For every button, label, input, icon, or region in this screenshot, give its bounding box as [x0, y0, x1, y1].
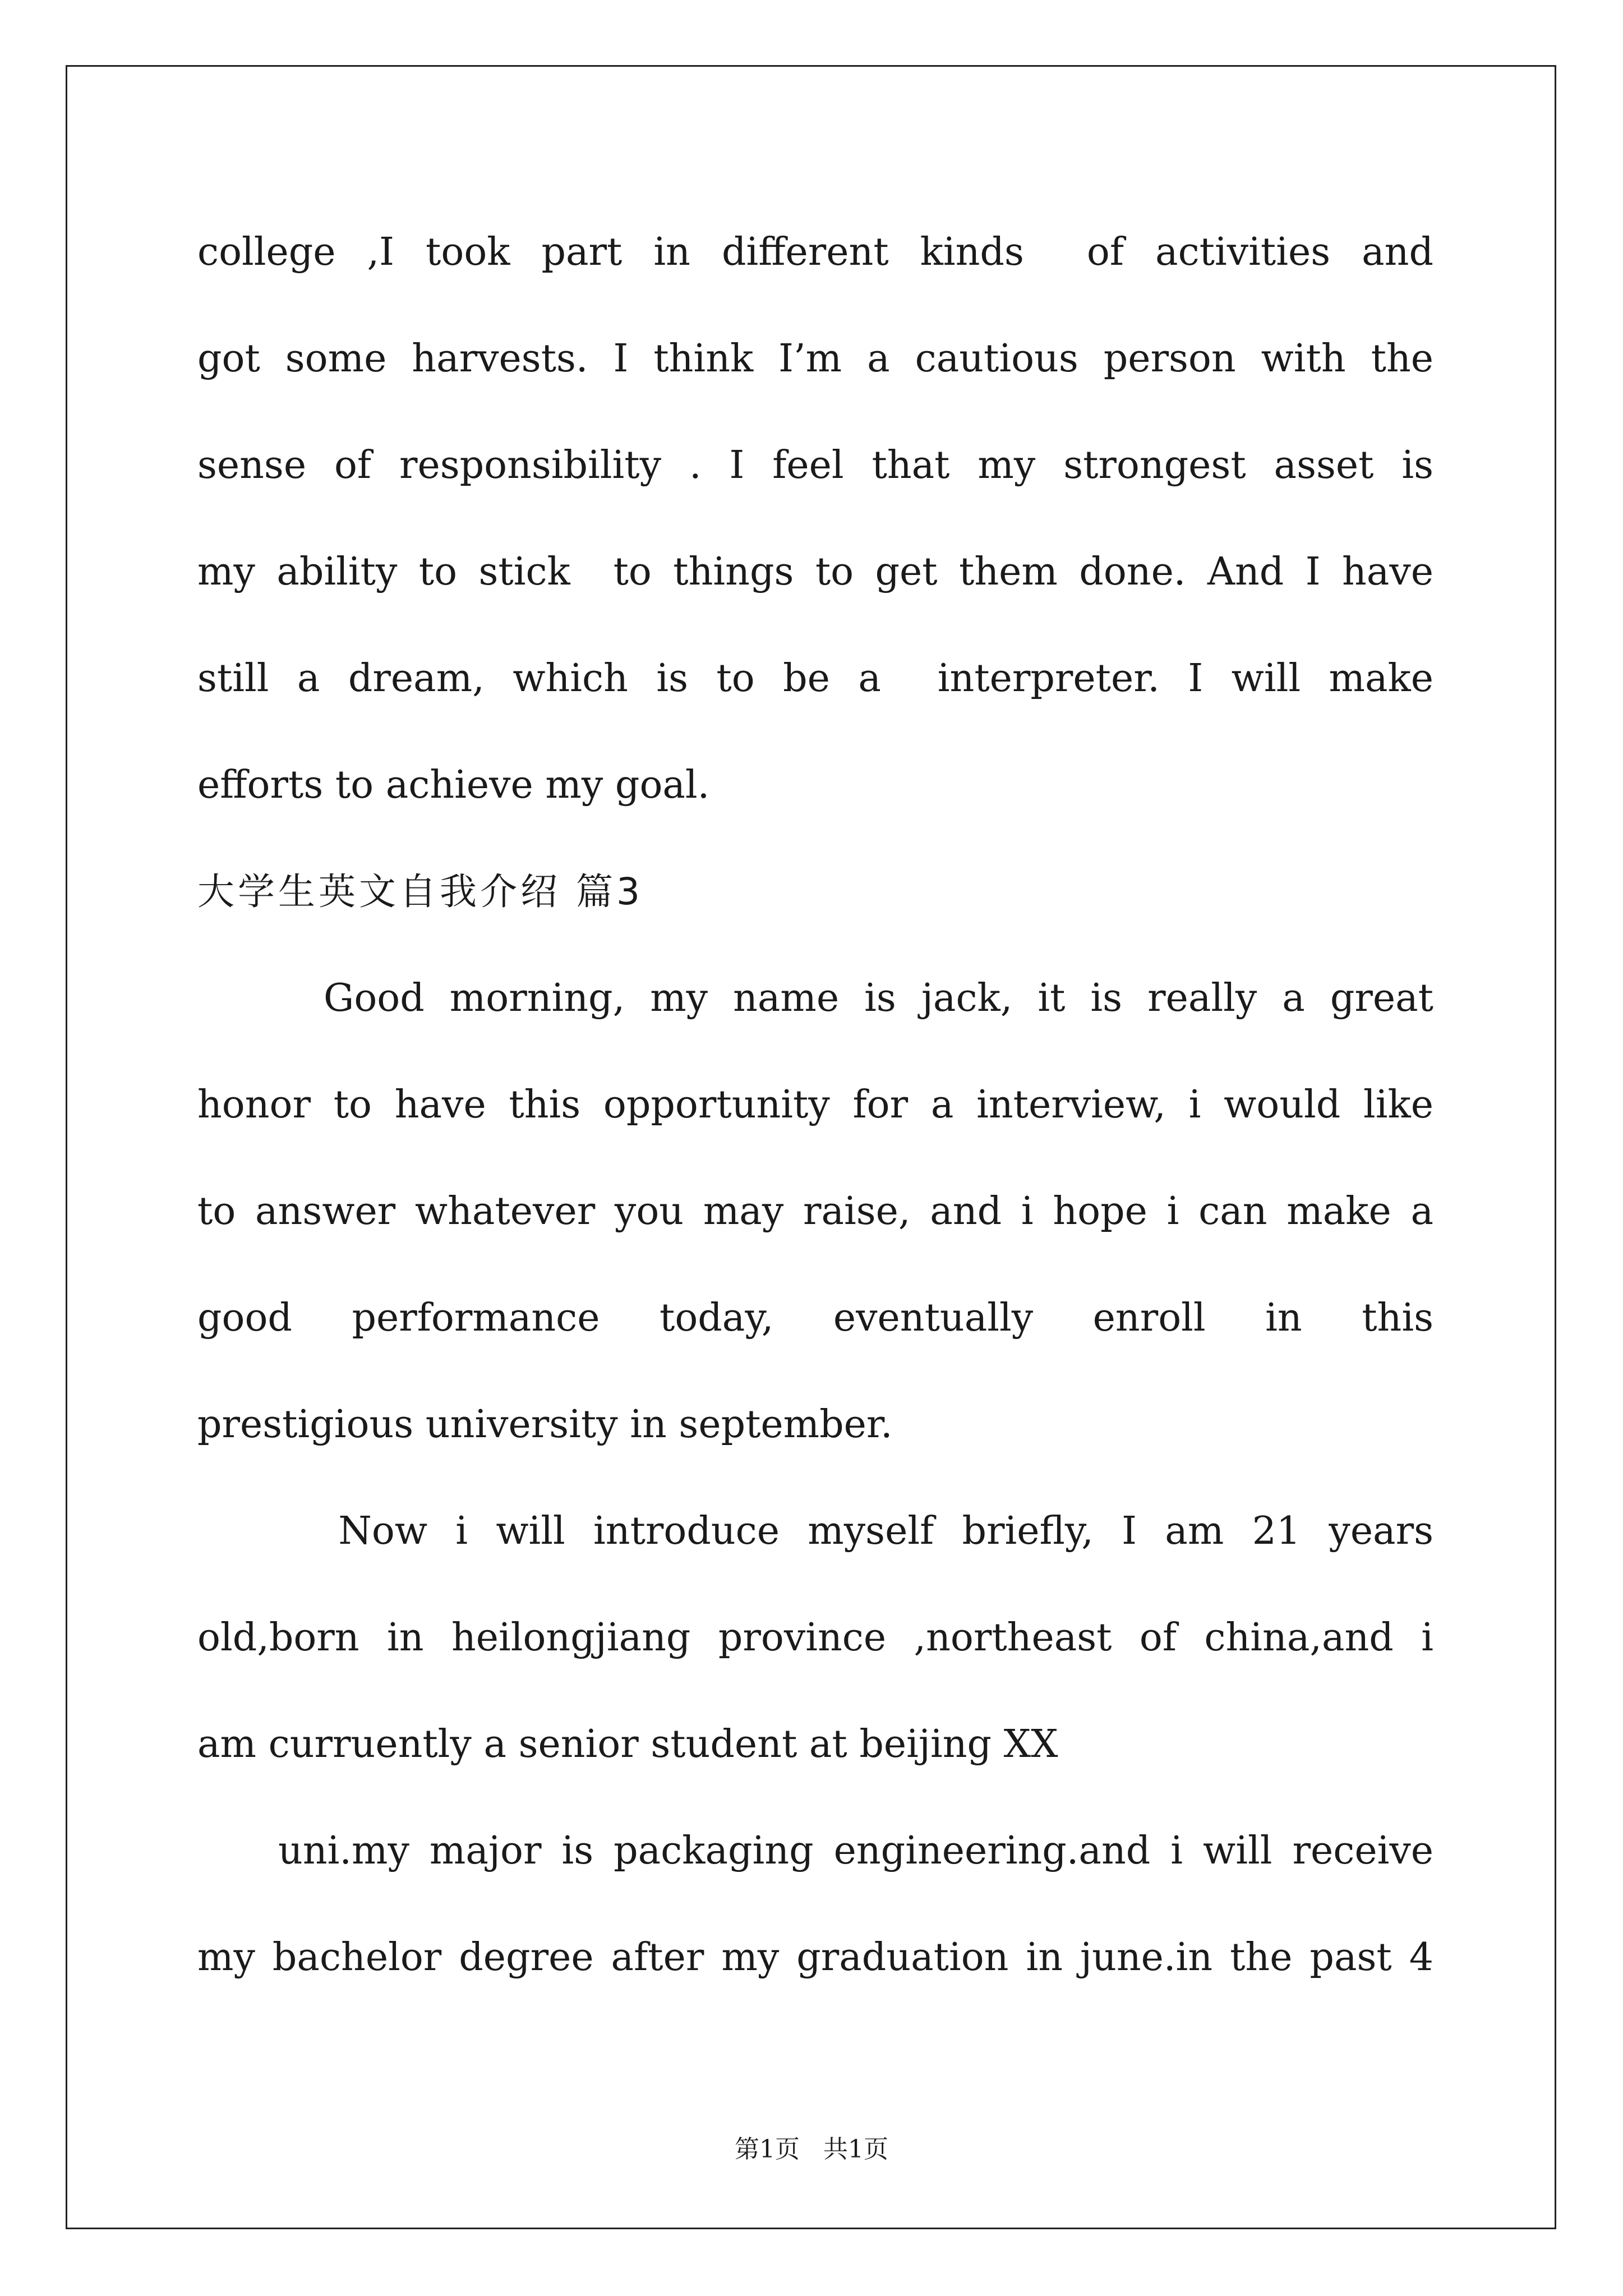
text-line: am curruently a senior student at beijing XX	[197, 1722, 1058, 1766]
section-heading: 大学生英文自我介绍 篇3	[197, 870, 643, 913]
text-line: still a dream, which is to be a interpreter. I will make	[197, 656, 1433, 701]
page-number-footer: 第1页 共1页	[735, 2135, 888, 2164]
text-line: old,born in heilongjiang province ,northeast of china,and i	[197, 1616, 1433, 1660]
text-line: Now i will introduce myself briefly, I am 21 years	[197, 1509, 1433, 1553]
text-line: to answer whatever you may raise, and i hope i can make a	[197, 1189, 1433, 1234]
text-line: my bachelor degree after my graduation in june.in the past 4	[197, 1935, 1433, 1980]
text-line: prestigious university in september.	[197, 1402, 893, 1447]
text-line: college ,I took part in different kinds of activities and	[197, 230, 1433, 274]
text-line: good performance today, eventually enroll in this	[197, 1296, 1433, 1340]
page-border	[66, 65, 1556, 2229]
text-line: honor to have this opportunity for a interview, i would like	[197, 1083, 1433, 1127]
text-line: uni.my major is packaging engineering.and i will receive	[197, 1829, 1433, 1873]
text-line: Good morning, my name is jack, it is really a great	[197, 976, 1433, 1020]
text-line: efforts to achieve my goal.	[197, 763, 710, 807]
text-line: my ability to stick to things to get them done. And I have	[197, 550, 1433, 594]
text-line: got some harvests. I think I’m a cautious person with the	[197, 337, 1433, 381]
text-line: sense of responsibility . I feel that my strongest asset is	[197, 443, 1433, 487]
